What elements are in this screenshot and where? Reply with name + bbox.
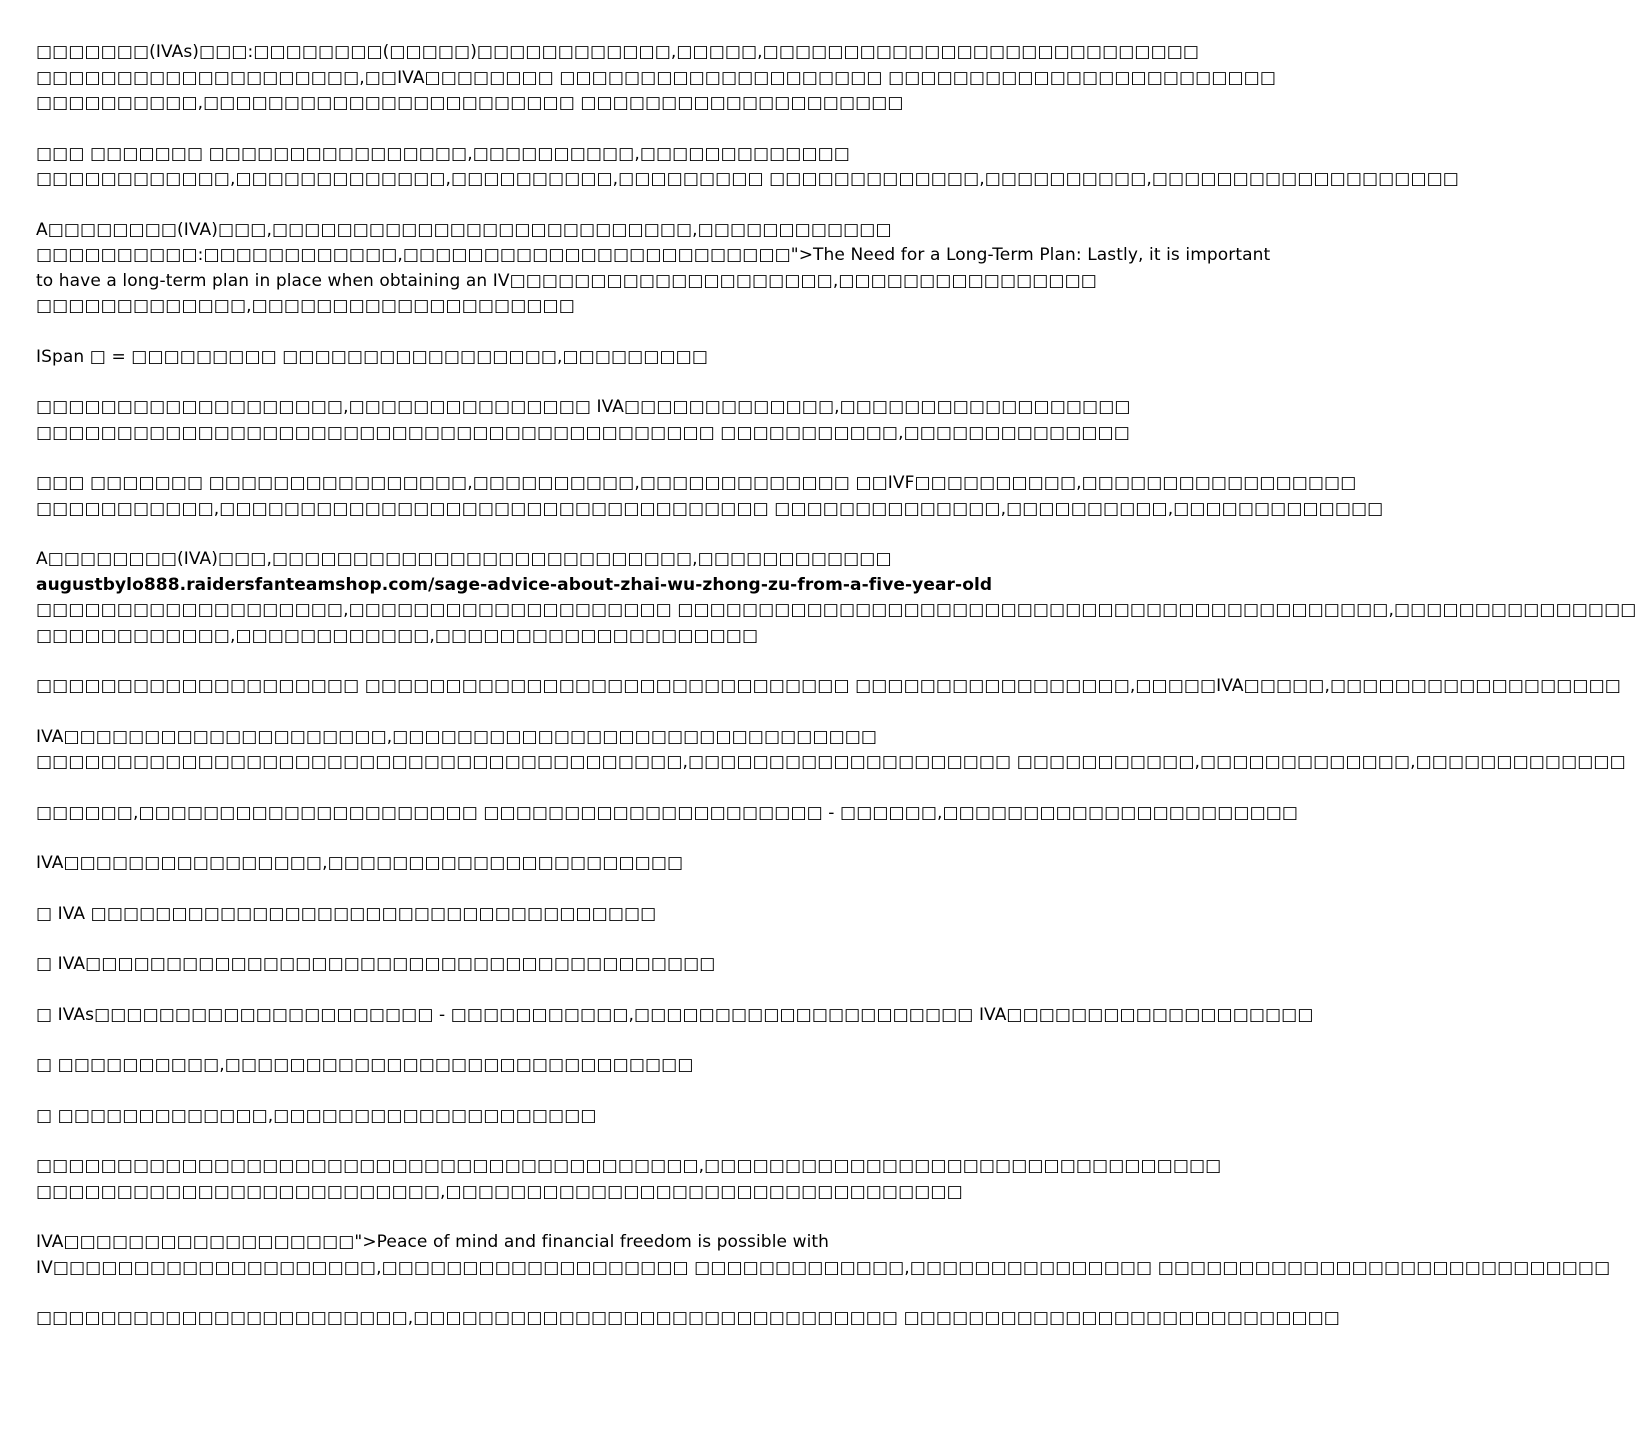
- text-line: IVA□□□□□□□□□□□□□□□□,□□□□□□□□□□□□□□□□□□□□□□: [36, 853, 684, 873]
- text-line: □□□□□□□□□□□□□,□□□□□□□□□□□□□□□□□□□□: [36, 296, 575, 316]
- text-line: □□□□□□□□□□□□□□□□□□□□□□□,□□□□□□□□□□□□□□□□□□□□□□□□□□□□□□ □□□□□□□□□□□□□□□□□□□□□□□□□□□: [36, 1308, 1340, 1328]
- text-line: □ IVA □□□□□□□□□□□□□□□□□□□□□□□□□□□□□□□□□□□: [36, 903, 657, 924]
- paragraph: [36, 345, 994, 371]
- text-line: □□□□□□□□□□□□□□□□□□□□□□□□□□□□□□□□□□□□□□□□,□□□□□□□□□□□□□□□□□□□□ □□□□□□□□□□□,□□□□□□□□□□□□□,□□□□□□□□□□□□□: [36, 752, 1626, 772]
- text-line: □□□□□□□□□□□□□□□□□□□,□□□□□□□□□□□□□□□□□□□□ □□□□□□□□□□□□□□□□□□□□□□□□□□□□□□□□□□□□□□□□□□□□,□□□□□□□□□□□□□□□: [36, 600, 1636, 620]
- text-line: □□□□□□□□□□:□□□□□□□□□□□□,□□□□□□□□□□□□□□□□□□□□□□□□">The Need for a Long-Term Plan: Lastly, it is important: [36, 245, 1271, 265]
- paragraph: [36, 1053, 994, 1079]
- text-line: to have a long-term plan in place when obtaining an IV□□□□□□□□□□□□□□□□□□□□,□□□□□□□□□□□□□□□□: [36, 270, 1097, 291]
- paragraph: [36, 952, 994, 978]
- paragraph: [36, 218, 1271, 320]
- text-line: □ □□□□□□□□□□,□□□□□□□□□□□□□□□□□□□□□□□□□□□□□: [36, 1055, 694, 1075]
- text-line: □□□□□□□□□□□□□□□□□□□□□□□□□,□□□□□□□□□□□□□□□□□□□□□□□□□□□□□□□□: [36, 1181, 963, 1202]
- paragraph: [36, 801, 1299, 827]
- paragraph: [36, 674, 1621, 700]
- text-line: IV□□□□□□□□□□□□□□□□□□□□,□□□□□□□□□□□□□□□□□□□ □□□□□□□□□□□□□,□□□□□□□□□□□□□□□ □□□□□□□□□□□□□□□□□□□□□□□□□□□□: [36, 1257, 1611, 1278]
- paragraph: [36, 40, 1276, 117]
- text-line: □□□□□□,□□□□□□□□□□□□□□□□□□□□□ □□□□□□□□□□□□□□□□□□□□□ - □□□□□□,□□□□□□□□□□□□□□□□□□□□□□: [36, 802, 1299, 823]
- paragraph: [36, 1154, 1222, 1205]
- bold-link-text: augustbylo888.raidersfanteamshop.com/sage-advice-about-zhai-wu-zhong-zu-from-a-five-year-old: [36, 574, 993, 595]
- text-line: □□□ □□□□□□□ □□□□□□□□□□□□□□□□,□□□□□□□□□□,□□□□□□□□□□□□□: [36, 143, 850, 164]
- paragraph: [36, 1003, 1314, 1029]
- text-line: □ IVA□□□□□□□□□□□□□□□□□□□□□□□□□□□□□□□□□□□□□□□: [36, 954, 716, 974]
- text-line: □□□□□□□□□□□,□□□□□□□□□□□□□□□□□□□□□□□□□□□□□□□□□□ □□□□□□□□□□□□□□,□□□□□□□□□□,□□□□□□□□□□□□□: [36, 498, 1384, 519]
- paragraph: [36, 1306, 1340, 1332]
- text-line: □ IVAs□□□□□□□□□□□□□□□□□□□□□ - □□□□□□□□□□□,□□□□□□□□□□□□□□□□□□□□□ IVA□□□□□□□□□□□□□□□□□□□: [36, 1004, 1314, 1025]
- paragraph: [36, 1104, 994, 1130]
- text-line: □□□□□□□□□□□□□□□□□□□□□□□□□□□□□□□□□□□□□□□□□,□□□□□□□□□□□□□□□□□□□□□□□□□□□□□□□□: [36, 1156, 1222, 1176]
- text-line: □□□□□□□□□□□□□□□□□□□□ □□□□□□□□□□□□□□□□□□□□□□□□□□□□□□ □□□□□□□□□□□□□□□□□,□□□□□IVA□□□□□,□□□□□□□□□□□□□□□□□□: [36, 676, 1621, 696]
- text-line: □□□ □□□□□□□ □□□□□□□□□□□□□□□□,□□□□□□□□□□,□□□□□□□□□□□□□ □□IVF□□□□□□□□□□,□□□□□□□□□□□□□□□□□: [36, 473, 1357, 493]
- text-line: A□□□□□□□□(IVA)□□□,□□□□□□□□□□□□□□□□□□□□□□□□□□,□□□□□□□□□□□□: [36, 549, 892, 569]
- paragraph: [36, 471, 1384, 522]
- paragraph: [36, 395, 1131, 446]
- text-line: IVA□□□□□□□□□□□□□□□□□□">Peace of mind and financial freedom is possible with: [36, 1232, 830, 1252]
- text-line: □□□□□□□□□□□□□□□□□□□□□□□□□□□□□□□□□□□□□□□□□□ □□□□□□□□□□□,□□□□□□□□□□□□□□: [36, 422, 1130, 443]
- text-line: □□□□□□□□□□□□,□□□□□□□□□□□□,□□□□□□□□□□□□□□□□□□□□: [36, 625, 759, 646]
- text-line: □□□□□□□(IVAs)□□□:□□□□□□□□(□□□□□)□□□□□□□□□□□□,□□□□□,□□□□□□□□□□□□□□□□□□□□□□□□□□□: [36, 42, 1200, 62]
- text-line: □ □□□□□□□□□□□□□,□□□□□□□□□□□□□□□□□□□□: [36, 1105, 597, 1126]
- paragraph: [36, 547, 1636, 649]
- text-line: □□□□□□□□□□□□□□□□□□□,□□□□□□□□□□□□□□□ IVA□□□□□□□□□□□□□,□□□□□□□□□□□□□□□□□□: [36, 397, 1131, 417]
- text-line: IVA□□□□□□□□□□□□□□□□□□□□,□□□□□□□□□□□□□□□□□□□□□□□□□□□□□□: [36, 726, 878, 747]
- paragraph: [36, 142, 1459, 193]
- text-line: □□□□□□□□□□□□□□□□□□□□,□□IVA□□□□□□□□ □□□□□□□□□□□□□□□□□□□□ □□□□□□□□□□□□□□□□□□□□□□□□: [36, 67, 1276, 88]
- paragraph: [36, 725, 1626, 776]
- text-line: ISpan □ = □□□□□□□□□ □□□□□□□□□□□□□□□□□,□□□□□□□□□: [36, 346, 708, 367]
- text-line: □□□□□□□□□□□□,□□□□□□□□□□□□□,□□□□□□□□□□,□□□□□□□□□ □□□□□□□□□□□□□,□□□□□□□□□□,□□□□□□□□□□□□□□□□□□□: [36, 169, 1459, 189]
- paragraph: [36, 1230, 1611, 1281]
- text-line: A□□□□□□□□(IVA)□□□,□□□□□□□□□□□□□□□□□□□□□□□□□□,□□□□□□□□□□□□: [36, 219, 892, 240]
- paragraph: [36, 851, 994, 877]
- text-line: □□□□□□□□□□,□□□□□□□□□□□□□□□□□□□□□□□ □□□□□□□□□□□□□□□□□□□□: [36, 93, 904, 113]
- document-body: [36, 40, 1636, 1357]
- paragraph: [36, 902, 994, 928]
